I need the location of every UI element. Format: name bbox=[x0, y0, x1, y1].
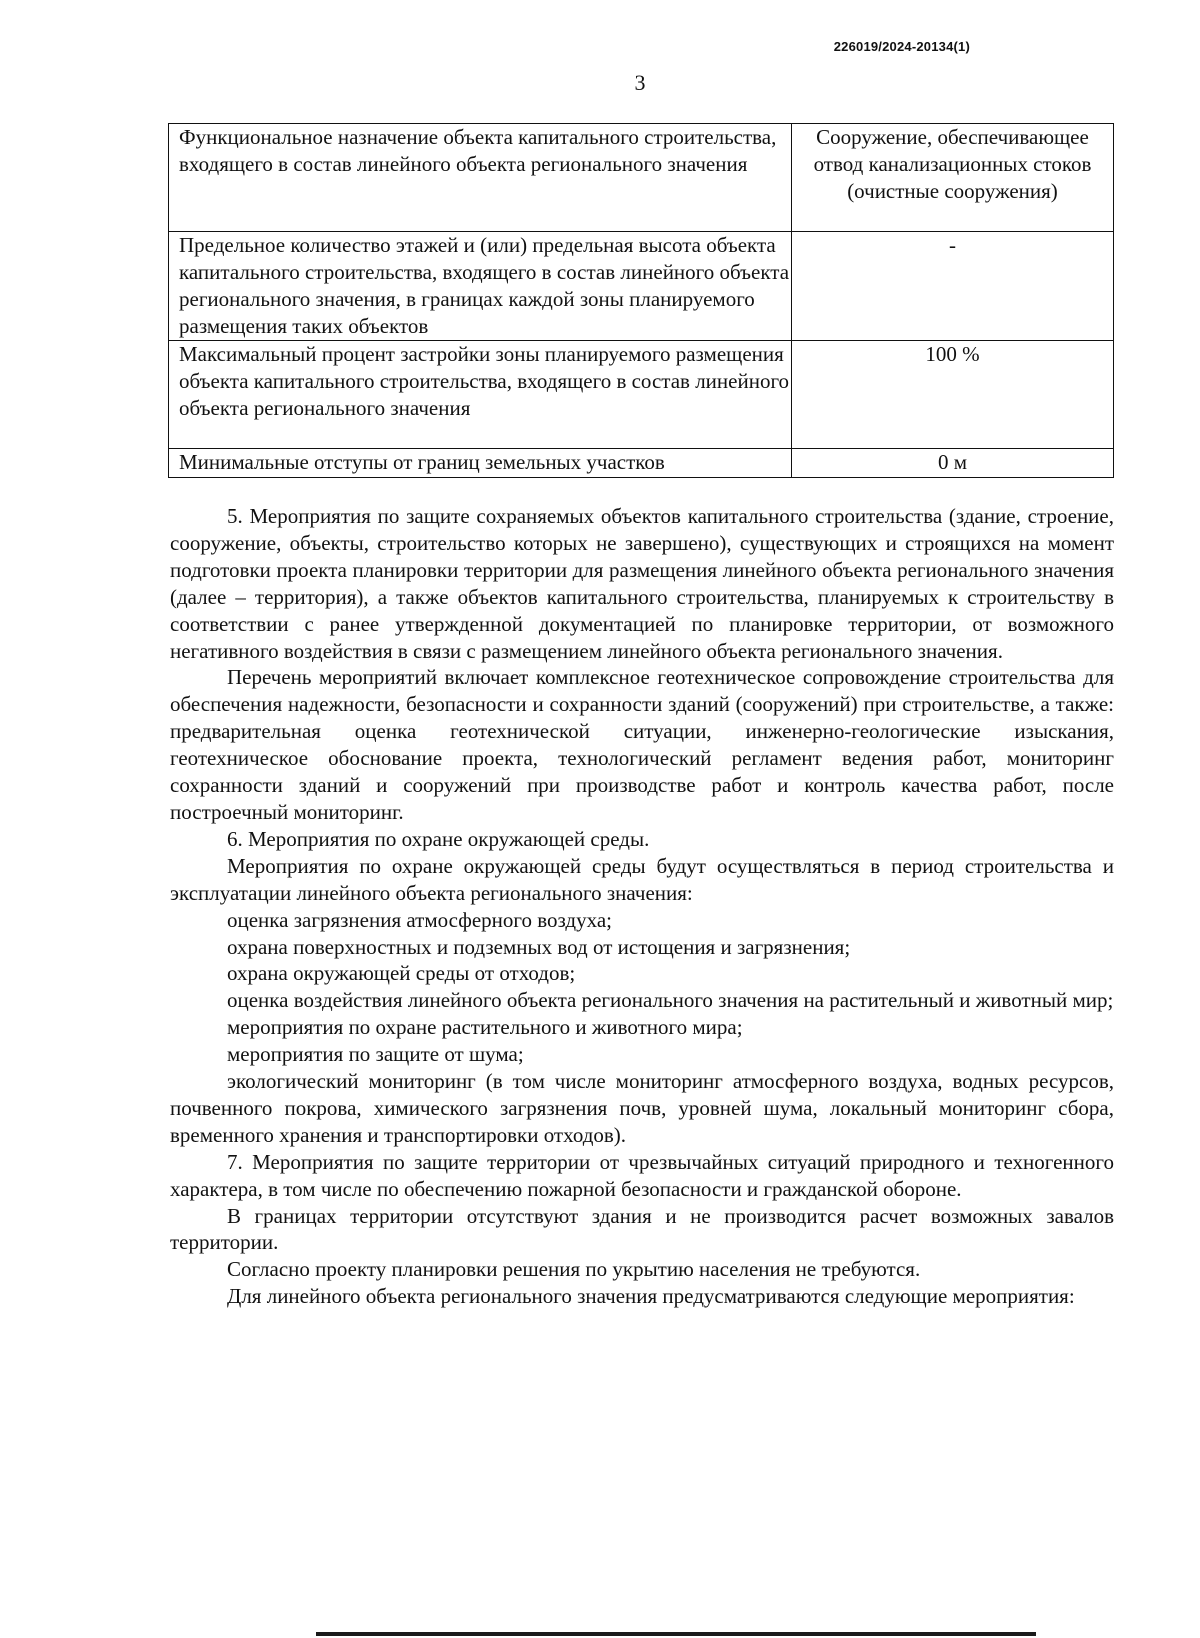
list-item: оценка загрязнения атмосферного воздуха; bbox=[227, 907, 612, 932]
paragraph-measures-intro: Для линейного объекта регионального значения предусматриваются следующие мероприятия: bbox=[227, 1284, 1075, 1309]
paragraph-section-7: 7. Мероприятия по защите территории от чрезвычайных ситуаций природного и техногенного характера, в том числе по обеспечению пожарной безопасности и гражданской обороне. bbox=[170, 1149, 1114, 1201]
table-row bbox=[169, 341, 1114, 449]
document-body bbox=[170, 503, 1114, 1310]
parameters-table bbox=[168, 123, 1114, 478]
paragraph-environment-intro: Мероприятия по охране окружающей среды будут осуществляться в период строительства и эксплуатации линейного объекта регионального значения: bbox=[170, 853, 1114, 905]
table-cell-value: Сооружение, обеспечивающее отвод канализационных стоков (очистные сооружения) bbox=[792, 124, 1114, 232]
paragraph-section-5: 5. Мероприятия по защите сохраняемых объектов капитального строительства (здание, строение, сооружение, объекты, строительство которых не завершено), существующих и строящихся на момент подготовки проекта планировки территории для размещения линейного объекта регионального значения (далее – территория), а также объектов капитального строительства, планируемых к строительству в соответствии с ранее утвержденной документацией по планировке территории, от возможного негативного воздействия в связи с размещением линейного объекта регионального значения. bbox=[170, 504, 1114, 663]
table-cell-value: - bbox=[792, 232, 1114, 341]
page-bottom-rule bbox=[316, 1632, 1036, 1636]
list-item: экологический мониторинг (в том числе мониторинг атмосферного воздуха, водных ресурсов, почвенного покрова, химического загрязнения почв, уровней шума, локальный мониторинг сбора, временного хранения и транспортировки отходов). bbox=[170, 1069, 1114, 1147]
table-row bbox=[169, 124, 1114, 232]
paragraph-measures-list: Перечень мероприятий включает комплексное геотехническое сопровождение строительства для обеспечения надежности, безопасности и сохранности зданий (сооружений) при строительстве, а также: предварительная оценка геотехнической ситуации, инженерно-геологические изыскания, геотехническое обоснование проекта, технологический регламент ведения работ, мониторинг сохранности зданий и сооружений при производстве работ и контроль качества работ, после построечный мониторинг. bbox=[170, 665, 1114, 824]
list-item: мероприятия по защите от шума; bbox=[227, 1042, 524, 1067]
table-cell-value: 100 % bbox=[792, 341, 1114, 449]
paragraph-no-buildings: В границах территории отсутствуют здания и не производится расчет возможных завалов территории. bbox=[170, 1203, 1114, 1255]
paragraph-section-6: 6. Мероприятия по охране окружающей среды. bbox=[227, 826, 650, 851]
list-item: оценка воздействия линейного объекта регионального значения на растительный и животный мир; bbox=[227, 988, 1114, 1013]
table-cell-value: 0 м bbox=[792, 449, 1114, 478]
list-item: охрана поверхностных и подземных вод от истощения и загрязнения; bbox=[227, 934, 851, 959]
table-cell-parameter: Предельное количество этажей и (или) предельная высота объекта капитального строительства, входящего в состав линейного объекта регионального значения, в границах каждой зоны планируемого размещения таких объектов bbox=[169, 232, 792, 341]
document-registration-number: 226019/2024-20134(1) bbox=[833, 39, 970, 54]
table-row bbox=[169, 449, 1114, 478]
table-cell-parameter: Максимальный процент застройки зоны планируемого размещения объекта капитального строительства, входящего в состав линейного объекта регионального значения bbox=[169, 341, 792, 449]
table-cell-parameter: Минимальные отступы от границ земельных участков bbox=[169, 449, 792, 478]
list-item: мероприятия по охране растительного и животного мира; bbox=[227, 1015, 743, 1040]
page-number: 3 bbox=[634, 70, 646, 95]
list-item: охрана окружающей среды от отходов; bbox=[227, 961, 576, 986]
table-cell-parameter: Функциональное назначение объекта капитального строительства, входящего в состав линейного объекта регионального значения bbox=[169, 124, 792, 232]
table-row bbox=[169, 232, 1114, 341]
paragraph-shelter: Согласно проекту планировки решения по укрытию населения не требуются. bbox=[227, 1257, 921, 1282]
